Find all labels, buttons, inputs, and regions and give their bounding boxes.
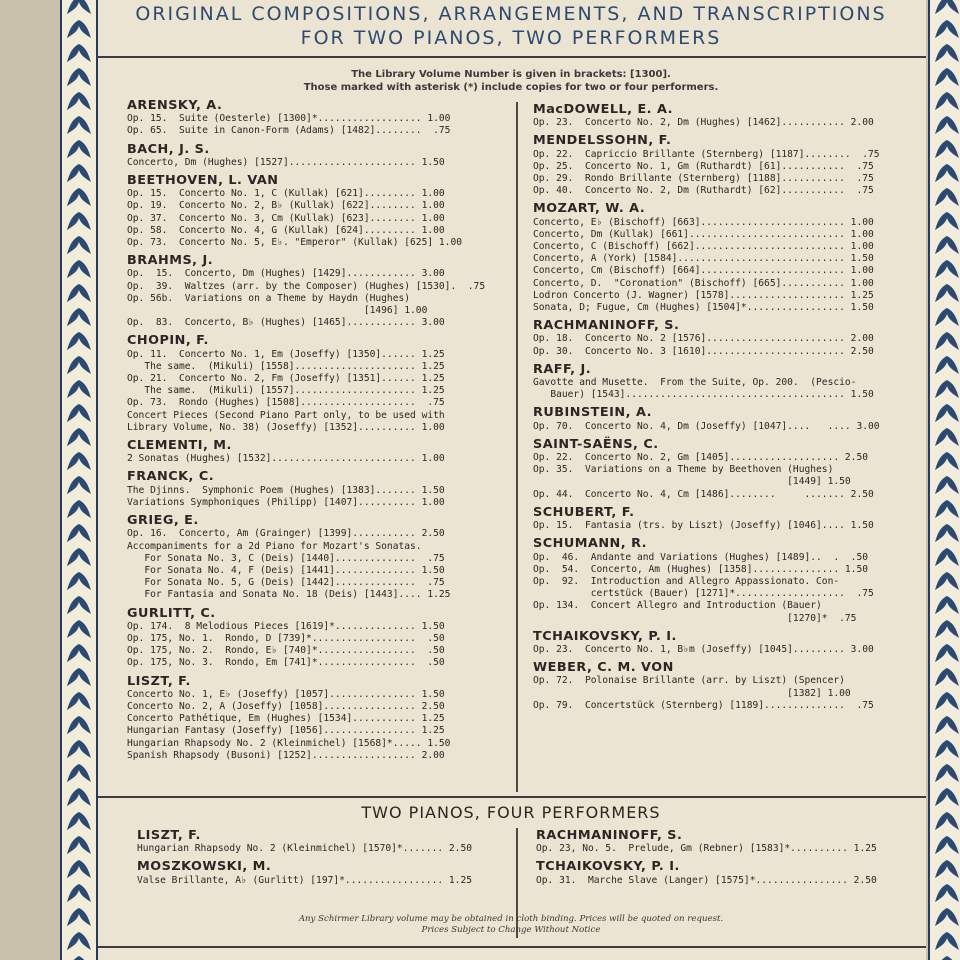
composer-name: BEETHOVEN, L. VAN	[127, 173, 279, 189]
leaf-ornament-icon	[65, 162, 93, 184]
work-entry: Gavotte and Musette. From the Suite, Op. 200. (Pescio-	[533, 377, 857, 389]
leaf-ornament-icon	[933, 42, 960, 64]
section-rule	[96, 796, 926, 798]
composer-name: RACHMANINOFF, S.	[533, 318, 680, 334]
work-entry: The same. (Mikuli) [1558]..................... 1.25	[127, 360, 445, 372]
work-entry: Op. 15. Concerto, Dm (Hughes) [1429]............ 3.00	[127, 268, 445, 280]
header-line-2: FOR TWO PIANOS, TWO PERFORMERS	[300, 27, 722, 49]
work-entry: Valse Brillante, A♭ (Gurlitt) [197]*................. 1.25	[137, 874, 473, 886]
composer-name: LISZT, F.	[127, 673, 191, 689]
library-note-line-2: Those marked with asterisk (*) include copies for two or four performers.	[303, 82, 719, 93]
leaf-ornament-icon	[933, 906, 960, 928]
work-entry: Op. 16. Concerto, Am (Grainger) [1399]........... 2.50	[127, 528, 445, 540]
leaf-ornament-icon	[65, 234, 93, 256]
leaf-ornament-icon	[933, 282, 960, 304]
work-entry: Hungarian Rhapsody No. 2 (Kleinmichel) [1570]*....... 2.50	[137, 843, 473, 855]
leaf-ornament-icon	[933, 306, 960, 328]
leaf-ornament-icon	[65, 834, 93, 856]
work-entry: Concerto, D. "Coronation" (Bischoff) [665]........... 1.00	[533, 277, 874, 289]
leaf-ornament-icon	[933, 666, 960, 688]
composer-name: LISZT, F.	[137, 828, 201, 843]
leaf-ornament-icon	[933, 786, 960, 808]
leaf-ornament-icon	[65, 450, 93, 472]
leaf-ornament-icon	[933, 474, 960, 496]
leaf-ornament-icon	[933, 930, 960, 952]
work-entry: Op. 11. Concerto No. 1, Em (Joseffy) [1350]...... 1.25	[127, 348, 445, 360]
leaf-ornament-icon	[65, 546, 93, 568]
work-entry: Op. 15. Fantasia (trs. by Liszt) (Joseffy) [1046].... 1.50	[533, 520, 874, 532]
work-entry: Sonata, D; Fugue, Cm (Hughes) [1504]*................. 1.50	[533, 302, 874, 314]
work-entry: Op. 37. Concerto No. 3, Cm (Kullak) [623]........ 1.00	[127, 212, 445, 224]
composer-name: GRIEG, E.	[127, 513, 199, 529]
work-entry: Variations Symphoniques (Philipp) [1407].......... 1.00	[127, 496, 445, 508]
leaf-ornament-icon	[933, 546, 960, 568]
work-entry: Library Volume, No. 38) (Joseffy) [1352].......... 1.00	[127, 421, 445, 433]
work-entry: [1270]* .75	[533, 612, 857, 624]
composer-name: SCHUBERT, F.	[533, 504, 635, 520]
work-entry: Op. 56b. Variations on a Theme by Haydn (Hughes)	[127, 292, 411, 304]
work-entry: Hungarian Rhapsody No. 2 (Kleinmichel) [1568]*..... 1.50	[127, 737, 451, 749]
leaf-ornament-icon	[65, 474, 93, 496]
work-entry: 2 Sonatas (Hughes) [1532]......................... 1.00	[127, 453, 445, 465]
leaf-ornament-icon	[65, 930, 93, 952]
leaf-ornament-icon	[65, 714, 93, 736]
work-entry: Op. 174. 8 Melodious Pieces [1619]*.............. 1.50	[127, 620, 445, 632]
leaf-ornament-icon	[933, 570, 960, 592]
composer-name: CLEMENTI, M.	[127, 438, 232, 454]
work-entry: Bauer) [1543]...................................... 1.50	[533, 389, 874, 401]
work-entry: Op. 31. Marche Slave (Langer) [1575]*................ 2.50	[536, 874, 877, 886]
leaf-ornament-icon	[65, 690, 93, 712]
work-entry: Op. 70. Concerto No. 4, Dm (Joseffy) [1047].... .... 3.00	[533, 420, 880, 432]
work-entry: For Sonata No. 4, F (Deis) [1441].............. 1.50	[127, 564, 445, 576]
work-entry: Op. 22. Capriccio Brillante (Sternberg) [1187]........ .75	[533, 148, 880, 160]
right-column-2	[536, 830, 916, 887]
right-column	[533, 104, 913, 712]
section-title: TWO PIANOS, FOUR PERFORMERS	[361, 803, 661, 822]
left-column-2	[137, 830, 507, 887]
work-entry: For Sonata No. 5, G (Deis) [1442].............. .75	[127, 577, 445, 589]
work-entry: [1496] 1.00	[127, 305, 428, 317]
leaf-ornament-icon	[933, 522, 960, 544]
composer-name: TCHAIKOVSKY, P. I.	[533, 628, 677, 644]
work-entry: Op. 25. Concerto No. 1, Gm (Ruthardt) [61]........... .75	[533, 160, 874, 172]
work-entry: Op. 40. Concerto No. 2, Dm (Ruthardt) [62]........... .75	[533, 185, 874, 197]
work-entry: Op. 44. Concerto No. 4, Cm [1486]........ ....... 2.50	[533, 488, 874, 500]
leaf-ornament-icon	[65, 0, 93, 16]
leaf-ornament-icon	[65, 42, 93, 64]
composer-name: SCHUMANN, R.	[533, 536, 648, 552]
leaf-ornament-icon	[933, 858, 960, 880]
leaf-ornament-icon	[933, 162, 960, 184]
leaf-ornament-icon	[65, 498, 93, 520]
leaf-ornament-icon	[65, 306, 93, 328]
footer-rule	[96, 946, 926, 948]
leaf-ornament-icon	[933, 594, 960, 616]
leaf-ornament-icon	[933, 810, 960, 832]
leaf-ornament-icon	[933, 426, 960, 448]
leaf-ornament-icon	[933, 138, 960, 160]
leaf-ornament-icon	[933, 498, 960, 520]
work-entry: Concerto, Dm (Kullak) [661]........................... 1.00	[533, 228, 874, 240]
composer-name: MOSZKOWSKI, M.	[137, 859, 272, 875]
work-entry: Concerto, A (York) [1584]............................. 1.50	[533, 253, 874, 265]
composer-name: CHOPIN, F.	[127, 333, 209, 349]
work-entry: Op. 175, No. 1. Rondo, D [739]*.................. .50	[127, 632, 445, 644]
work-entry: For Fantasia and Sonata No. 18 (Deis) [1443].... 1.25	[127, 589, 451, 601]
work-entry: Op. 175, No. 2. Rondo, E♭ [740]*................. .50	[127, 645, 445, 657]
leaf-ornament-icon	[933, 882, 960, 904]
work-entry: Op. 54. Concerto, Am (Hughes) [1358]............... 1.50	[533, 563, 869, 575]
leaf-ornament-icon	[933, 690, 960, 712]
work-entry: Op. 30. Concerto No. 3 [1610]........................ 2.50	[533, 345, 874, 357]
work-entry: Op. 21. Concerto No. 2, Fm (Joseffy) [1351]...... 1.25	[127, 373, 445, 385]
leaf-ornament-icon	[933, 330, 960, 352]
work-entry: Op. 39. Waltzes (arr. by the Composer) (Hughes) [1530]. .75	[127, 280, 486, 292]
work-entry: Op. 79. Concertstück (Sternberg) [1189].............. .75	[533, 699, 874, 711]
leaf-ornament-icon	[65, 354, 93, 376]
leaf-ornament-icon	[65, 666, 93, 688]
header-rule	[96, 56, 926, 58]
leaf-ornament-icon	[65, 18, 93, 40]
library-note-line-1: The Library Volume Number is given in brackets: [1300].	[351, 69, 671, 80]
work-entry: Op. 35. Variations on a Theme by Beethoven (Hughes)	[533, 464, 834, 476]
work-entry: Op. 15. Suite (Oesterle) [1300]*.................. 1.00	[127, 113, 451, 125]
work-entry: Accompaniments for a 2d Piano for Mozart's Sonatas.	[127, 540, 422, 552]
leaf-ornament-icon	[933, 18, 960, 40]
leaf-ornament-icon	[65, 114, 93, 136]
leaf-ornament-icon	[933, 66, 960, 88]
footer-line-2: Prices Subject to Change Without Notice	[421, 925, 601, 935]
leaf-ornament-icon	[933, 114, 960, 136]
leaf-ornament-icon	[933, 258, 960, 280]
leaf-ornament-icon	[65, 762, 93, 784]
composer-name: RACHMANINOFF, S.	[536, 828, 683, 843]
work-entry: Op. 73. Concerto No. 5, E♭. "Emperor" (Kullak) [625] 1.00	[127, 237, 463, 249]
work-entry: Hungarian Fantasy (Joseffy) [1056]................ 1.25	[127, 725, 445, 737]
composer-name: MOZART, W. A.	[533, 201, 646, 217]
leaf-ornament-icon	[65, 522, 93, 544]
work-entry: Op. 15. Concerto No. 1, C (Kullak) [621]......... 1.00	[127, 188, 445, 200]
work-entry: Lodron Concerto (J. Wagner) [1578].................... 1.25	[533, 289, 874, 301]
work-entry: certstück (Bauer) [1271]*................... .75	[533, 588, 874, 600]
leaf-ornament-icon	[933, 450, 960, 472]
leaf-ornament-icon	[933, 378, 960, 400]
work-entry: Op. 19. Concerto No. 2, B♭ (Kullak) [622]........ 1.00	[127, 200, 445, 212]
work-entry: For Sonata No. 3, C (Deis) [1440].............. .75	[127, 552, 445, 564]
leaf-ornament-icon	[65, 138, 93, 160]
leaf-ornament-icon	[65, 378, 93, 400]
leaf-ornament-icon	[933, 0, 960, 16]
work-entry: Concerto, Dm (Hughes) [1527]...................... 1.50	[127, 156, 445, 168]
leaf-ornament-icon	[65, 786, 93, 808]
footer-note	[96, 914, 926, 936]
work-entry: Op. 29. Rondo Brillante (Sternberg) [1188]........... .75	[533, 173, 874, 185]
leaf-ornament-icon	[65, 282, 93, 304]
composer-name: RAFF, J.	[533, 361, 592, 377]
leaf-ornament-icon	[933, 90, 960, 112]
leaf-ornament-icon	[65, 258, 93, 280]
work-entry: Concerto No. 1, E♭ (Joseffy) [1057]............... 1.50	[127, 688, 445, 700]
leaf-ornament-icon	[65, 882, 93, 904]
work-entry: Op. 23. Concerto No. 2, Dm (Hughes) [1462]........... 2.00	[533, 117, 874, 129]
leaf-ornament-icon	[933, 618, 960, 640]
left-column	[127, 100, 507, 762]
work-entry: The Djinns. Symphonic Poem (Hughes) [1383]....... 1.50	[127, 484, 445, 496]
leaf-ornament-icon	[65, 426, 93, 448]
work-entry: Concert Pieces (Second Piano Part only, to be used with	[127, 409, 445, 421]
leaf-ornament-icon	[933, 402, 960, 424]
leaf-ornament-icon	[65, 210, 93, 232]
leaf-ornament-icon	[933, 210, 960, 232]
work-entry: Op. 72. Polonaise Brillante (arr. by Liszt) (Spencer)	[533, 675, 845, 687]
leaf-ornament-icon	[933, 186, 960, 208]
leaf-ornament-icon	[933, 354, 960, 376]
composer-name: GURLITT, C.	[127, 605, 216, 621]
leaf-ornament-icon	[65, 186, 93, 208]
work-entry: [1382] 1.00	[533, 687, 851, 699]
leaf-ornament-icon	[933, 954, 960, 960]
composer-name: RUBINSTEIN, A.	[533, 405, 652, 421]
work-entry: Op. 22. Concerto No. 2, Gm [1405]................... 2.50	[533, 452, 869, 464]
header-line-1: ORIGINAL COMPOSITIONS, ARRANGEMENTS, AND TRANSCRIPTIONS	[135, 3, 887, 25]
composer-name: TCHAIKOVSKY, P. I.	[536, 859, 680, 875]
leaf-ornament-icon	[933, 834, 960, 856]
leaf-ornament-icon	[65, 330, 93, 352]
leaf-ornament-icon	[65, 594, 93, 616]
ornamental-border-left	[60, 0, 98, 960]
work-entry: The same. (Mikuli) [1557]..................... 1.25	[127, 385, 445, 397]
composer-name: FRANCK, C.	[127, 469, 215, 485]
composer-name: MENDELSSOHN, F.	[533, 133, 672, 149]
work-entry: Op. 58. Concerto No. 4, G (Kullak) [624]......... 1.00	[127, 224, 445, 236]
work-entry: Op. 92. Introduction and Allegro Appassionato. Con-	[533, 575, 840, 587]
leaf-ornament-icon	[65, 858, 93, 880]
ornamental-border-right	[928, 0, 960, 960]
leaf-ornament-icon	[65, 570, 93, 592]
work-entry: Concerto No. 2, A (Joseffy) [1058]................ 2.50	[127, 700, 445, 712]
work-entry: Op. 134. Concert Allegro and Introduction (Bauer)	[533, 600, 822, 612]
leaf-ornament-icon	[65, 810, 93, 832]
leaf-ornament-icon	[65, 90, 93, 112]
composer-name: SAINT-SAËNS, C.	[533, 436, 659, 452]
leaf-ornament-icon	[933, 642, 960, 664]
work-entry: Op. 83. Concerto, B♭ (Hughes) [1465]............ 3.00	[127, 317, 445, 329]
composer-name: ARENSKY, A.	[127, 98, 223, 113]
leaf-ornament-icon	[65, 738, 93, 760]
leaf-ornament-icon	[933, 762, 960, 784]
work-entry: Op. 18. Concerto No. 2 [1576]........................ 2.00	[533, 333, 874, 345]
work-entry: Op. 23, No. 5. Prelude, Gm (Rebner) [1583]*.......... 1.25	[536, 843, 877, 855]
work-entry: Op. 23. Concerto No. 1, B♭m (Joseffy) [1045]......... 3.00	[533, 643, 874, 655]
work-entry: Op. 46. Andante and Variations (Hughes) [1489].. . .50	[533, 551, 869, 563]
leaf-ornament-icon	[65, 618, 93, 640]
work-entry: [1449] 1.50	[533, 476, 851, 488]
composer-name: BACH, J. S.	[127, 141, 210, 157]
work-entry: Op. 73. Rondo (Hughes) [1508].................... .75	[127, 397, 445, 409]
leaf-ornament-icon	[65, 954, 93, 960]
leaf-ornament-icon	[65, 66, 93, 88]
column-divider	[516, 102, 518, 792]
work-entry: Concerto, C (Bischoff) [662].......................... 1.00	[533, 241, 874, 253]
work-entry: Concerto, Cm (Bischoff) [664]......................... 1.00	[533, 265, 874, 277]
leaf-ornament-icon	[65, 906, 93, 928]
work-entry: Concerto Pathétique, Em (Hughes) [1534]........... 1.25	[127, 713, 445, 725]
leaf-ornament-icon	[933, 234, 960, 256]
leaf-ornament-icon	[65, 402, 93, 424]
work-entry: Concerto, E♭ (Bischoff) [663]......................... 1.00	[533, 216, 874, 228]
library-note	[96, 68, 926, 94]
work-entry: Op. 65. Suite in Canon-Form (Adams) [1482]........ .75	[127, 125, 451, 137]
composer-name: MacDOWELL, E. A.	[533, 102, 673, 117]
page-header	[96, 2, 926, 50]
leaf-ornament-icon	[933, 714, 960, 736]
footer-line-1: Any Schirmer Library volume may be obtained in cloth binding. Prices will be quoted on request.	[298, 914, 724, 924]
work-entry: Op. 175, No. 3. Rondo, Em [741]*................. .50	[127, 657, 445, 669]
composer-name: BRAHMS, J.	[127, 253, 214, 269]
leaf-ornament-icon	[65, 642, 93, 664]
leaf-ornament-icon	[933, 738, 960, 760]
composer-name: WEBER, C. M. VON	[533, 660, 674, 676]
work-entry: Spanish Rhapsody (Busoni) [1252].................. 2.00	[127, 749, 445, 761]
